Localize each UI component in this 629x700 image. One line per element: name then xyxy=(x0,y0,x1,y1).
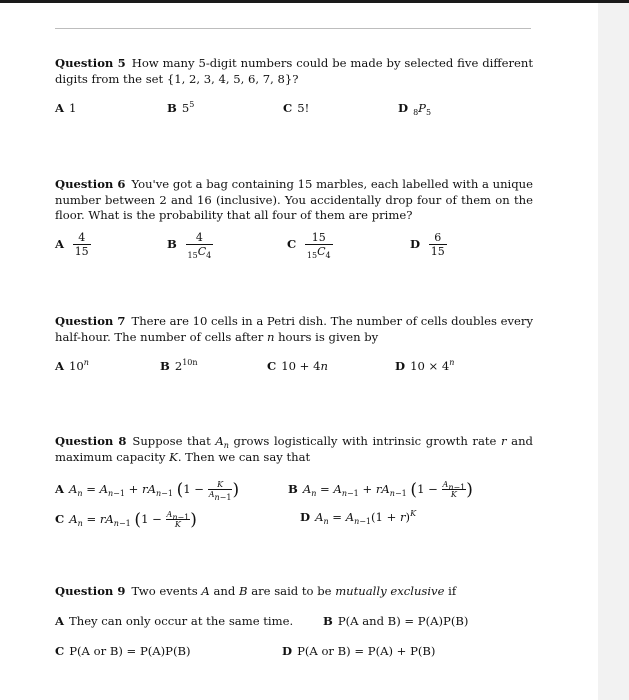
q8-option-d[interactable]: D $A_n = A_{n-1}(1 + r)^K$ xyxy=(300,509,417,526)
question-7-number: Question 7 xyxy=(55,314,126,328)
q9-option-a[interactable]: A They can only occur at the same time. xyxy=(55,614,294,628)
q5-option-c[interactable]: C 5! xyxy=(283,101,310,115)
q9-option-c[interactable]: C P(A or B) = P(A)P(B) xyxy=(55,644,191,658)
top-divider xyxy=(55,28,531,29)
q9-option-d[interactable]: D P(A or B) = P(A) + P(B) xyxy=(282,644,436,658)
q7-option-c[interactable]: C 10 + 4n xyxy=(267,359,328,373)
q5-option-a[interactable]: A 1 xyxy=(55,101,77,115)
q8-option-d-formula: $A_n = A_{n-1}(1 + r)^K$ xyxy=(315,509,417,526)
q7-option-d[interactable]: D $10 \times 4^n$ xyxy=(395,358,455,373)
question-6-text: You've got a bag containing 15 marbles, each labelled with a unique number between 2 and 16 (inclusive). You accidentally drop four of them on the floor. What is the probability that all four of them are prime? xyxy=(55,177,533,222)
page-margin-strip xyxy=(598,3,629,700)
question-5-text: How many 5-digit numbers could be made by selected five different digits from the set {1, 2, 3, 4, 5, 6, 7, 8}? xyxy=(55,56,533,86)
question-5-number: Question 5 xyxy=(55,56,126,70)
q5-option-b[interactable]: B $5^5$ xyxy=(167,100,195,115)
question-7: Question 7 There are 10 cells in a Petri dish. The number of cells doubles every half-hour. The number of cells after n hours is given by xyxy=(55,314,533,344)
q8-option-b[interactable]: B $A_n = A_{n-1} + rA_{n-1}$ (1 − $\frac{A_{n-1}}{K}$ ) xyxy=(288,479,473,500)
q6-option-d[interactable]: D $\frac{6}{15}$ xyxy=(410,231,445,258)
q8-option-a-formula: $A_n = A_{n-1} + rA_{n-1}$ (1 − $\frac{K}{A_{n-1}}$ ) xyxy=(69,479,240,502)
question-5 xyxy=(55,56,533,87)
q5-option-d[interactable]: D $_8P_5$ xyxy=(398,101,432,117)
q8-option-a[interactable]: A $A_n = A_{n-1} + rA_{n-1}$ (1 − $\frac{K}{A_{n-1}}$ ) xyxy=(55,479,240,502)
q8-option-b-formula: $A_n = A_{n-1} + rA_{n-1}$ (1 − $\frac{A_{n-1}}{K}$ ) xyxy=(302,479,473,500)
question-6-number: Question 6 xyxy=(55,177,126,191)
question-9: Question 9 Two events A and B are said to be mutually exclusive if xyxy=(55,584,457,598)
q7-option-b[interactable]: B $2^{10n}$ xyxy=(160,358,198,373)
q6-option-c[interactable]: C $\frac{15}{_{15}C_4}$ xyxy=(287,231,331,260)
q9-option-b[interactable]: B P(A and B) = P(A)P(B) xyxy=(323,614,469,628)
question-9-number: Question 9 xyxy=(55,584,126,598)
q8-option-c[interactable]: C $A_n = rA_{n-1}$ (1 − $\frac{A_{n-1}}{K}$ ) xyxy=(55,509,197,530)
q7-option-a[interactable]: A 10$^n$ xyxy=(55,358,89,373)
q6-option-a[interactable]: A $\frac{4}{15}$ xyxy=(55,231,89,258)
question-8: Question 8 Suppose that $A_n$ grows logistically with intrinsic growth rate r and maximum capacity K. Then we can say that xyxy=(55,434,533,464)
q8-option-c-formula: $A_n = rA_{n-1}$ (1 − $\frac{A_{n-1}}{K}$ ) xyxy=(69,509,197,530)
question-8-number: Question 8 xyxy=(55,434,127,448)
q6-option-b[interactable]: B $\frac{4}{_{15}C_4}$ xyxy=(167,231,212,260)
question-6 xyxy=(55,177,533,224)
